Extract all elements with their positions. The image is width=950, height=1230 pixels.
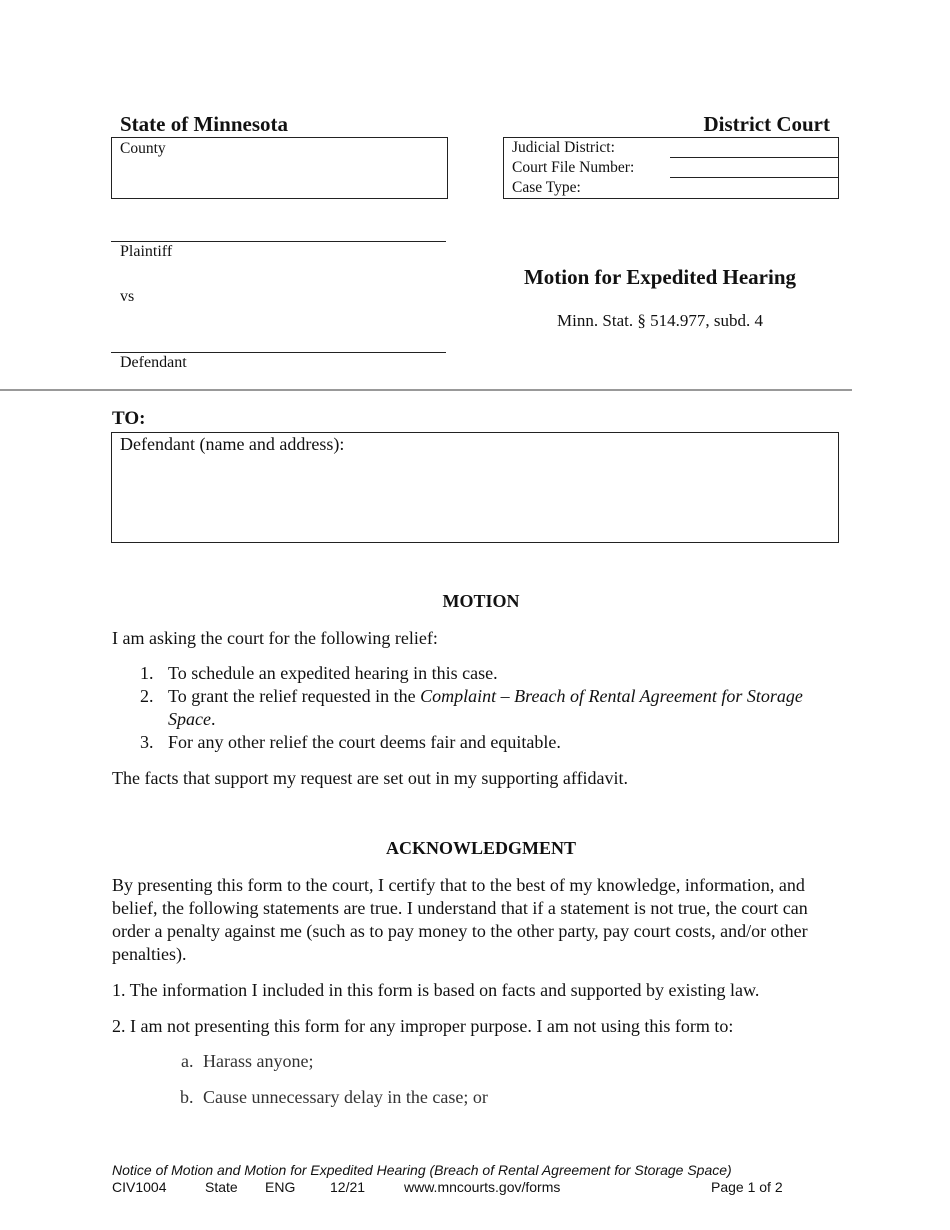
motion-item-num: 1. xyxy=(140,663,154,683)
plaintiff-label: Plaintiff xyxy=(120,243,173,260)
court-heading: District Court xyxy=(703,112,830,136)
defendant-line[interactable] xyxy=(111,352,446,353)
footer-form-id: CIV1004 xyxy=(112,1179,167,1195)
judicial-district-field[interactable] xyxy=(670,157,838,158)
sub-item-letter: b. xyxy=(180,1087,194,1107)
complaint-title: Complaint – Breach of Rental Agreement for Storage xyxy=(420,686,803,706)
court-info-box xyxy=(503,137,839,199)
defendant-label: Defendant xyxy=(120,354,187,371)
to-label: TO: xyxy=(112,408,146,429)
section-divider xyxy=(0,389,852,391)
county-field[interactable] xyxy=(111,137,448,199)
sub-item-letter: a. xyxy=(181,1051,194,1071)
plaintiff-line[interactable] xyxy=(111,241,446,242)
motion-item-prefix: To grant the relief requested in the xyxy=(168,686,421,706)
court-file-number-field[interactable] xyxy=(670,177,838,178)
judicial-district-label: Judicial District: xyxy=(512,139,615,156)
acknowledgment-line: belief, the following statements are true. I understand that if a statement is not true, the court can xyxy=(112,898,808,918)
footer-language: ENG xyxy=(265,1179,296,1195)
sub-item-text: Harass anyone; xyxy=(203,1051,314,1071)
footer-url[interactable]: www.mncourts.gov/forms xyxy=(404,1179,561,1195)
defendant-address-label: Defendant (name and address): xyxy=(120,434,345,454)
defendant-address-field[interactable] xyxy=(111,432,839,543)
statute-citation: Minn. Stat. § 514.977, subd. 4 xyxy=(557,311,763,330)
acknowledgment-line: order a penalty against me (such as to pay money to the other party, pay court costs, and/or other xyxy=(112,921,808,941)
motion-intro: I am asking the court for the following relief: xyxy=(112,628,438,648)
footer-date: 12/21 xyxy=(330,1179,366,1195)
motion-item-num: 3. xyxy=(140,732,154,752)
sub-item-text: Cause unnecessary delay in the case; or xyxy=(203,1087,488,1107)
motion-item-text: For any other relief the court deems fair and equitable. xyxy=(168,732,561,752)
acknowledgment-statement-1: 1. The information I included in this form is based on facts and supported by existing law. xyxy=(112,980,760,1000)
motion-item-text-cont xyxy=(168,708,215,731)
acknowledgment-line: penalties). xyxy=(112,944,187,964)
footer-jurisdiction: State xyxy=(205,1179,238,1195)
footer-title: Notice of Motion and Motion for Expedited Hearing (Breach of Rental Agreement for Storage Space) xyxy=(112,1162,732,1178)
acknowledgment-statement-2: 2. I am not presenting this form for any improper purpose. I am not using this form to: xyxy=(112,1016,734,1036)
motion-item-num: 2. xyxy=(140,686,154,706)
court-file-number-label: Court File Number: xyxy=(512,159,635,176)
county-label: County xyxy=(120,140,166,157)
motion-heading: MOTION xyxy=(442,591,520,611)
facts-statement: The facts that support my request are set out in my supporting affidavit. xyxy=(112,768,629,788)
acknowledgment-line: By presenting this form to the court, I certify that to the best of my knowledge, information, and xyxy=(112,875,805,895)
acknowledgment-heading: ACKNOWLEDGMENT xyxy=(385,838,576,858)
motion-item-text xyxy=(168,685,803,708)
footer-page-number: Page 1 of 2 xyxy=(711,1179,783,1195)
motion-item-suffix: . xyxy=(210,709,216,729)
complaint-title-cont: Space xyxy=(168,709,211,729)
state-heading: State of Minnesota xyxy=(120,112,288,136)
vs-label: vs xyxy=(120,288,135,305)
motion-item-text: To schedule an expedited hearing in this case. xyxy=(168,663,498,683)
case-type-label: Case Type: xyxy=(512,179,581,196)
motion-title: Motion for Expedited Hearing xyxy=(523,265,796,289)
